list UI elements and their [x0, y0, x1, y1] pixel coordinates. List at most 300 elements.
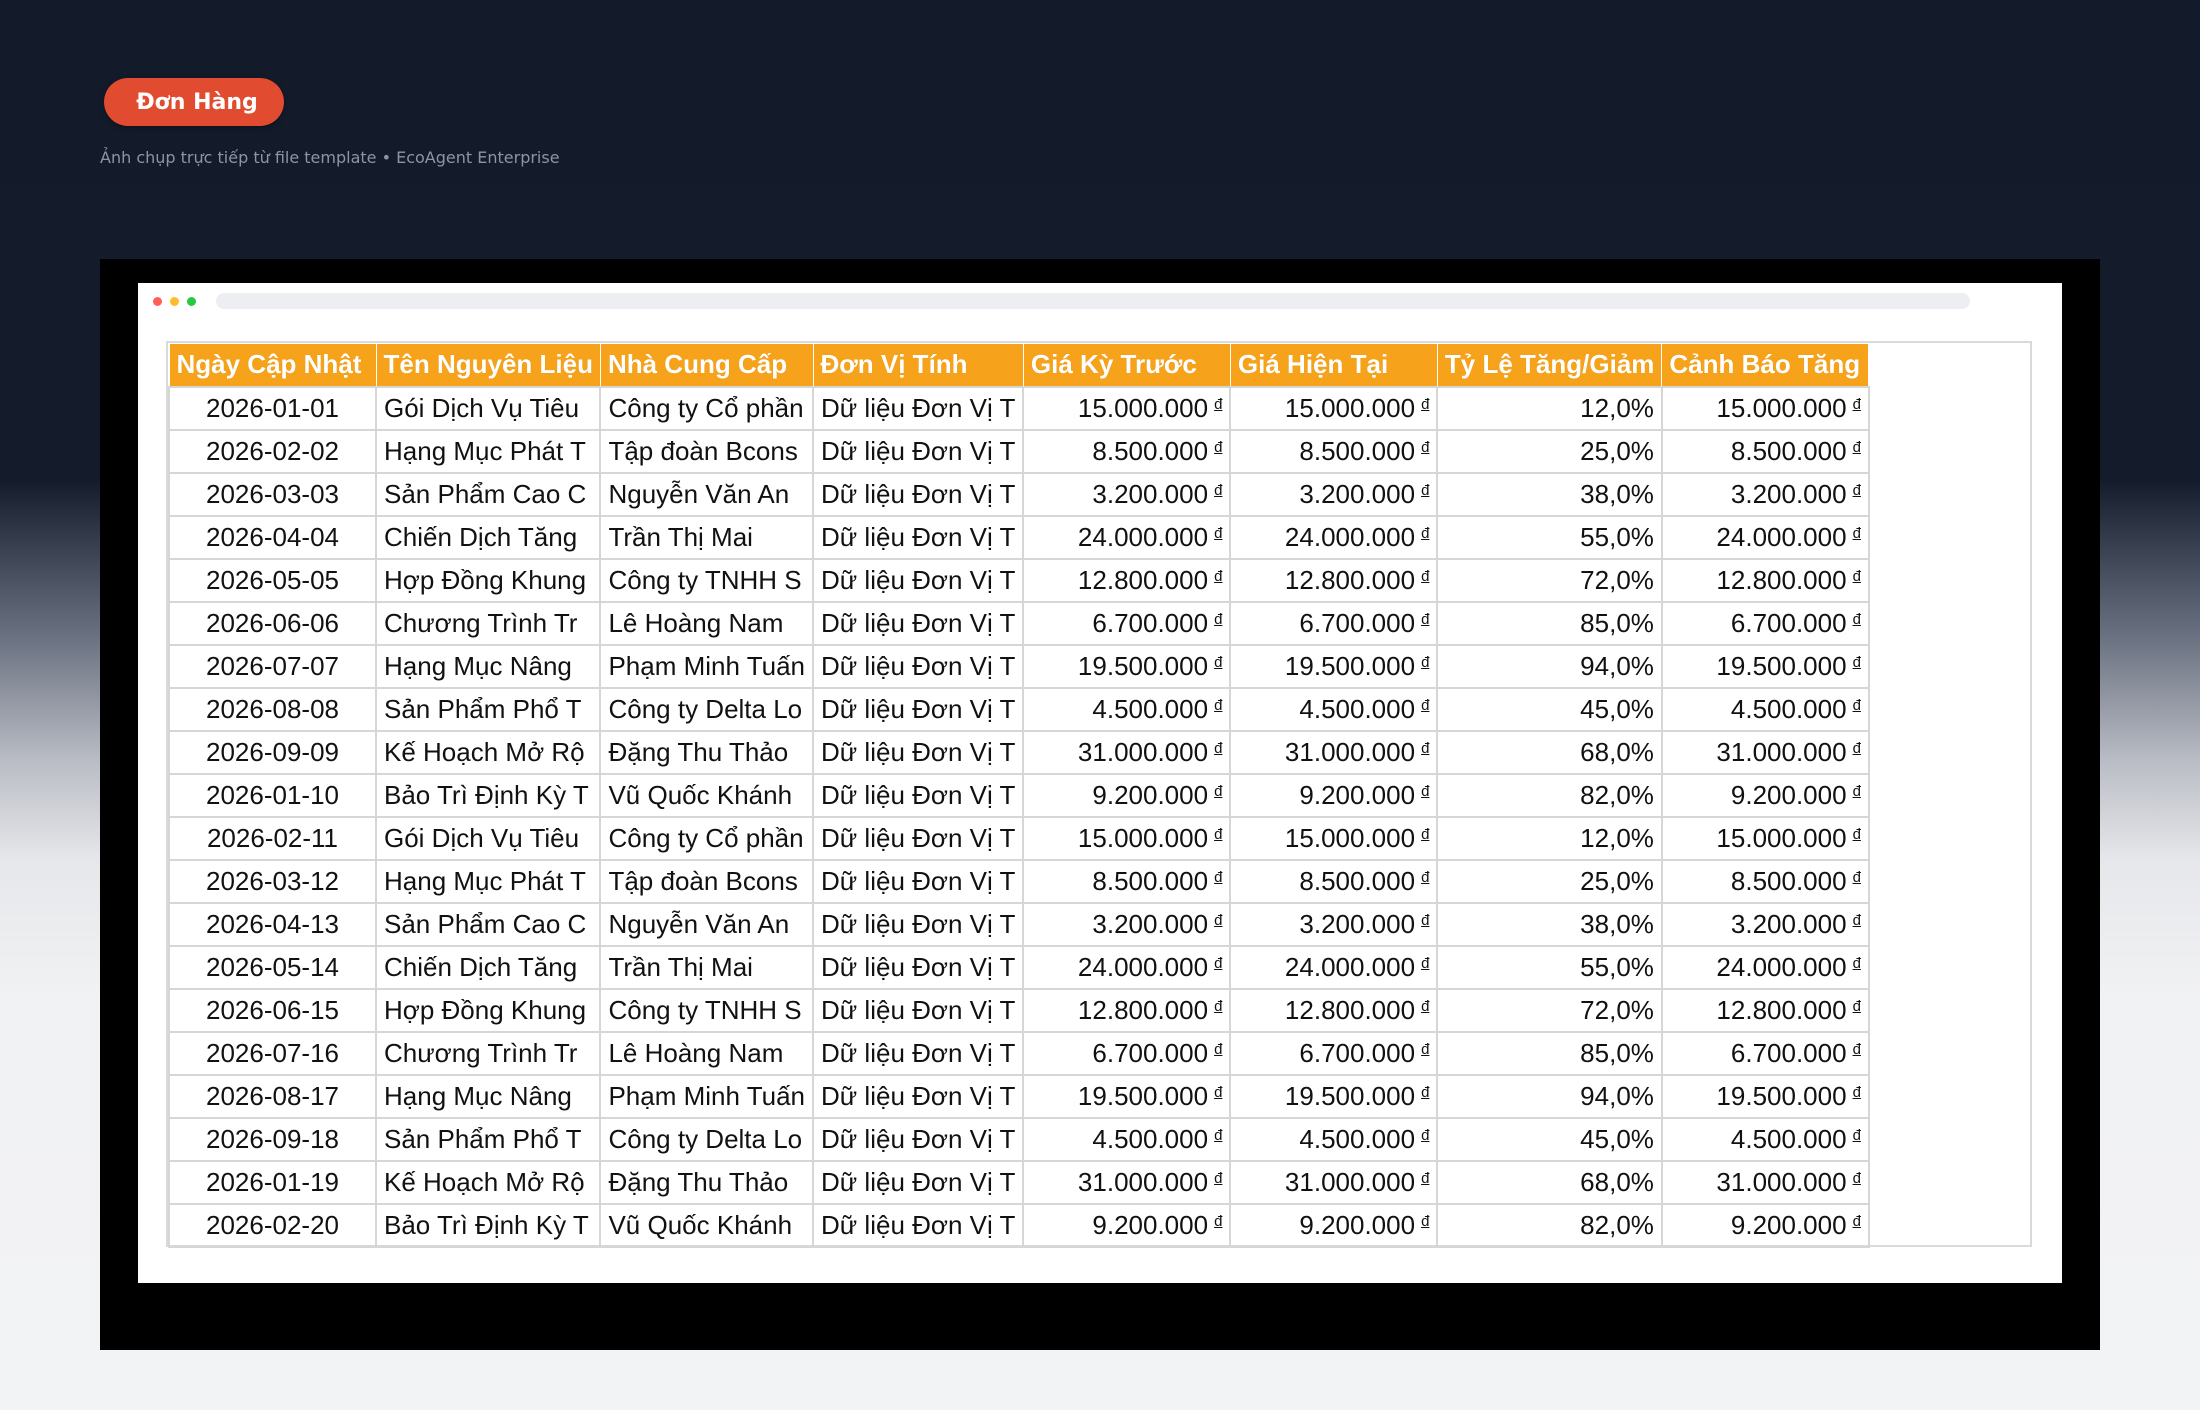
- table-cell[interactable]: [1023, 946, 1230, 989]
- table-cell[interactable]: [1230, 688, 1437, 731]
- cell-value: 55,0%: [1580, 951, 1654, 982]
- table-cell[interactable]: [1662, 1204, 1869, 1247]
- table-cell[interactable]: [813, 817, 1023, 860]
- table-cell[interactable]: [376, 946, 600, 989]
- table-cell[interactable]: [813, 473, 1023, 516]
- window-controls: [153, 297, 196, 306]
- table-row: [169, 1075, 1869, 1118]
- table-cell[interactable]: [1437, 1032, 1662, 1075]
- table-cell[interactable]: [1230, 989, 1437, 1032]
- currency-symbol: đ: [1214, 1126, 1223, 1144]
- table-cell[interactable]: [600, 860, 813, 903]
- table-cell[interactable]: [813, 1032, 1023, 1075]
- table-row: [169, 473, 1869, 516]
- cell-value: 3.200.000: [1092, 908, 1209, 939]
- table-cell[interactable]: [1662, 473, 1869, 516]
- table-row: [169, 946, 1869, 989]
- cell-value: 38,0%: [1580, 908, 1654, 939]
- table-cell[interactable]: [376, 1075, 600, 1118]
- table-cell[interactable]: [1230, 559, 1437, 602]
- table-cell[interactable]: [600, 516, 813, 559]
- table-cell[interactable]: [1662, 731, 1869, 774]
- order-badge-label: Đơn Hàng: [136, 89, 258, 115]
- table-row: [169, 731, 1869, 774]
- table-cell[interactable]: [376, 1118, 600, 1161]
- table-cell[interactable]: [1437, 516, 1662, 559]
- cell-value: 2026-03-03: [206, 478, 339, 509]
- table-cell[interactable]: [813, 731, 1023, 774]
- table-cell[interactable]: [1662, 387, 1869, 430]
- col-header-supplier[interactable]: Nhà Cung Cấp: [600, 344, 813, 387]
- table-cell[interactable]: [1662, 860, 1869, 903]
- table-cell[interactable]: [1437, 430, 1662, 473]
- cell-value: 2026-04-04: [206, 521, 339, 552]
- cell-value: 68,0%: [1580, 1166, 1654, 1197]
- currency-symbol: đ: [1214, 1169, 1223, 1187]
- table-cell[interactable]: [376, 860, 600, 903]
- close-dot[interactable]: [153, 297, 162, 306]
- table-cell[interactable]: [1023, 860, 1230, 903]
- minimize-dot[interactable]: [170, 297, 179, 306]
- cell-value: 31.000.000: [1716, 736, 1847, 767]
- cell-value: 9.200.000: [1730, 779, 1847, 810]
- table-body: [169, 387, 1869, 1247]
- table-cell[interactable]: [600, 1118, 813, 1161]
- table-cell[interactable]: [1023, 989, 1230, 1032]
- table-cell[interactable]: [1437, 559, 1662, 602]
- table-cell[interactable]: [1437, 1204, 1662, 1247]
- cell-value: 15.000.000: [1284, 822, 1416, 853]
- cell-value: 85,0%: [1580, 607, 1654, 638]
- currency-symbol: đ: [1852, 954, 1861, 972]
- table-cell[interactable]: [376, 903, 600, 946]
- table-cell[interactable]: [813, 559, 1023, 602]
- table-cell[interactable]: [1023, 1032, 1230, 1075]
- cell-value: Lê Hoàng Nam: [608, 1037, 784, 1068]
- table-cell[interactable]: [1662, 688, 1869, 731]
- cell-value: 72,0%: [1580, 564, 1654, 595]
- table-cell[interactable]: [1662, 903, 1869, 946]
- table-cell[interactable]: [600, 731, 813, 774]
- col-header-unit[interactable]: Đơn Vị Tính: [813, 344, 1023, 387]
- table-cell[interactable]: [813, 989, 1023, 1032]
- table-cell[interactable]: [1023, 774, 1230, 817]
- cell-value: 31.000.000: [1284, 736, 1416, 767]
- table-cell[interactable]: [169, 645, 376, 688]
- table-cell[interactable]: [600, 817, 813, 860]
- table-cell[interactable]: [813, 688, 1023, 731]
- table-cell[interactable]: [1230, 817, 1437, 860]
- table-cell[interactable]: [813, 430, 1023, 473]
- table-cell[interactable]: [813, 903, 1023, 946]
- table-cell[interactable]: [169, 731, 376, 774]
- cell-value: Công ty Cổ phần: [608, 392, 804, 423]
- cell-value: Đặng Thu Thảo: [608, 1166, 789, 1197]
- cell-value: 9.200.000: [1092, 779, 1209, 810]
- col-header-material[interactable]: Tên Nguyên Liệu: [376, 344, 600, 387]
- cell-value: Nguyễn Văn An: [608, 478, 790, 509]
- cell-value: 31.000.000: [1077, 1166, 1209, 1197]
- table-cell[interactable]: [376, 817, 600, 860]
- cell-value: 4.500.000: [1730, 693, 1847, 724]
- table-cell[interactable]: [600, 387, 813, 430]
- col-header-current-price[interactable]: Giá Hiện Tại: [1230, 344, 1437, 387]
- cell-value: 2026-02-20: [206, 1209, 339, 1240]
- currency-symbol: đ: [1214, 954, 1223, 972]
- table-cell[interactable]: [1437, 817, 1662, 860]
- currency-symbol: đ: [1214, 825, 1223, 843]
- table-cell[interactable]: [813, 860, 1023, 903]
- currency-symbol: đ: [1852, 1040, 1861, 1058]
- currency-symbol: đ: [1852, 610, 1861, 628]
- table-cell[interactable]: [1230, 430, 1437, 473]
- table-cell[interactable]: [600, 1075, 813, 1118]
- cell-value: 3.200.000: [1092, 478, 1209, 509]
- table-cell[interactable]: [169, 903, 376, 946]
- table-cell[interactable]: [813, 1075, 1023, 1118]
- table-cell[interactable]: [600, 946, 813, 989]
- table-cell[interactable]: [1662, 946, 1869, 989]
- currency-symbol: đ: [1852, 567, 1861, 585]
- currency-symbol: đ: [1852, 395, 1861, 413]
- table-cell[interactable]: [1023, 817, 1230, 860]
- cell-value: Gói Dịch Vụ Tiêu: [384, 822, 580, 853]
- cell-value: Dữ liệu Đơn Vị T: [821, 865, 1016, 896]
- table-cell[interactable]: [169, 1161, 376, 1204]
- table-cell[interactable]: [169, 473, 376, 516]
- currency-symbol: đ: [1421, 395, 1430, 413]
- table-cell[interactable]: [1023, 1118, 1230, 1161]
- table-cell[interactable]: [813, 1161, 1023, 1204]
- cell-value: Tập đoàn Bcons: [608, 865, 798, 896]
- table-cell[interactable]: [1023, 602, 1230, 645]
- table-cell[interactable]: [1230, 1161, 1437, 1204]
- table-cell[interactable]: [376, 1032, 600, 1075]
- cell-value: 31.000.000: [1077, 736, 1209, 767]
- cell-value: 8.500.000: [1299, 435, 1416, 466]
- table-cell[interactable]: [1230, 1075, 1437, 1118]
- price-table: [168, 343, 1870, 1248]
- table-cell[interactable]: [1437, 688, 1662, 731]
- table-cell[interactable]: [1230, 1204, 1437, 1247]
- table-cell[interactable]: [376, 387, 600, 430]
- table-cell[interactable]: [813, 645, 1023, 688]
- table-cell[interactable]: [600, 774, 813, 817]
- table-cell[interactable]: [169, 387, 376, 430]
- table-cell[interactable]: [376, 1204, 600, 1247]
- table-cell[interactable]: [169, 860, 376, 903]
- table-cell[interactable]: [376, 559, 600, 602]
- table-cell[interactable]: [813, 387, 1023, 430]
- table-cell[interactable]: [376, 602, 600, 645]
- currency-symbol: đ: [1214, 1212, 1223, 1230]
- cell-value: Lê Hoàng Nam: [608, 607, 784, 638]
- table-cell[interactable]: [600, 645, 813, 688]
- cell-value: 9.200.000: [1299, 1209, 1416, 1240]
- cell-value: 82,0%: [1580, 1209, 1654, 1240]
- col-header-increase-alert[interactable]: Cảnh Báo Tăng: [1662, 344, 1869, 387]
- table-cell[interactable]: [376, 989, 600, 1032]
- table-cell[interactable]: [1230, 860, 1437, 903]
- currency-symbol: đ: [1421, 997, 1430, 1015]
- table-cell[interactable]: [600, 559, 813, 602]
- table-cell[interactable]: [169, 989, 376, 1032]
- currency-symbol: đ: [1214, 395, 1223, 413]
- table-cell[interactable]: [1437, 1075, 1662, 1118]
- cell-value: Chiến Dịch Tăng: [384, 951, 578, 982]
- cell-value: Kế Hoạch Mở Rộ: [384, 1166, 585, 1197]
- table-cell[interactable]: [1230, 516, 1437, 559]
- table-row: [169, 817, 1869, 860]
- table-cell[interactable]: [1662, 774, 1869, 817]
- cell-value: 8.500.000: [1299, 865, 1416, 896]
- cell-value: Nguyễn Văn An: [608, 908, 790, 939]
- cell-value: 4.500.000: [1299, 1123, 1416, 1154]
- table-cell[interactable]: [1437, 473, 1662, 516]
- cell-value: 6.700.000: [1092, 1037, 1209, 1068]
- table-cell[interactable]: [600, 903, 813, 946]
- cell-value: Hợp Đồng Khung: [384, 994, 587, 1025]
- cell-value: 12.800.000: [1284, 994, 1416, 1025]
- table-cell[interactable]: [1230, 1118, 1437, 1161]
- table-cell[interactable]: [600, 1032, 813, 1075]
- table-cell[interactable]: [1662, 602, 1869, 645]
- currency-symbol: đ: [1421, 610, 1430, 628]
- table-cell[interactable]: [376, 645, 600, 688]
- col-header-change-rate[interactable]: Tỷ Lệ Tăng/Giảm: [1437, 344, 1662, 387]
- table-cell[interactable]: [1662, 817, 1869, 860]
- table-cell[interactable]: [376, 430, 600, 473]
- table-cell[interactable]: [169, 559, 376, 602]
- table-cell[interactable]: [1437, 731, 1662, 774]
- cell-value: 8.500.000: [1730, 865, 1847, 896]
- cell-value: 2026-07-07: [206, 650, 339, 681]
- currency-symbol: đ: [1421, 438, 1430, 456]
- cell-value: 2026-09-18: [206, 1123, 339, 1154]
- cell-value: 3.200.000: [1299, 478, 1416, 509]
- order-badge[interactable]: [104, 78, 284, 126]
- cell-value: 15.000.000: [1716, 392, 1847, 423]
- table-cell[interactable]: [1437, 387, 1662, 430]
- cell-value: 85,0%: [1580, 1037, 1654, 1068]
- cell-value: 12.800.000: [1077, 564, 1209, 595]
- table-cell[interactable]: [1230, 387, 1437, 430]
- table-row: [169, 688, 1869, 731]
- table-cell[interactable]: [813, 516, 1023, 559]
- currency-symbol: đ: [1421, 1083, 1430, 1101]
- table-cell[interactable]: [1230, 1032, 1437, 1075]
- table-cell[interactable]: [1230, 774, 1437, 817]
- table-cell[interactable]: [1437, 602, 1662, 645]
- cell-value: 9.200.000: [1092, 1209, 1209, 1240]
- cell-value: 2026-02-11: [206, 822, 339, 853]
- table-cell[interactable]: [600, 989, 813, 1032]
- table-cell[interactable]: [1230, 602, 1437, 645]
- currency-symbol: đ: [1852, 653, 1861, 671]
- cell-value: Công ty Delta Lo: [608, 693, 803, 724]
- table-cell[interactable]: [1023, 645, 1230, 688]
- table-cell[interactable]: [813, 946, 1023, 989]
- table-cell[interactable]: [169, 1032, 376, 1075]
- col-header-date[interactable]: Ngày Cập Nhật: [169, 344, 376, 387]
- cell-value: 19.500.000: [1077, 1080, 1209, 1111]
- cell-value: 15.000.000: [1077, 822, 1209, 853]
- table-cell[interactable]: [1662, 1118, 1869, 1161]
- table-cell[interactable]: [376, 774, 600, 817]
- table-cell[interactable]: [1662, 1161, 1869, 1204]
- table-cell[interactable]: [600, 1204, 813, 1247]
- currency-symbol: đ: [1852, 825, 1861, 843]
- cell-value: Dữ liệu Đơn Vị T: [821, 822, 1016, 853]
- cell-value: Dữ liệu Đơn Vị T: [821, 435, 1016, 466]
- table-cell[interactable]: [813, 1204, 1023, 1247]
- table-cell[interactable]: [376, 473, 600, 516]
- cell-value: 68,0%: [1580, 736, 1654, 767]
- currency-symbol: đ: [1214, 1083, 1223, 1101]
- currency-symbol: đ: [1852, 782, 1861, 800]
- table-row: [169, 860, 1869, 903]
- table-cell[interactable]: [1662, 1075, 1869, 1118]
- currency-symbol: đ: [1214, 868, 1223, 886]
- table-row: [169, 989, 1869, 1032]
- currency-symbol: đ: [1214, 997, 1223, 1015]
- table-cell[interactable]: [1437, 989, 1662, 1032]
- table-row: [169, 602, 1869, 645]
- table-row: [169, 645, 1869, 688]
- table-cell[interactable]: [1230, 903, 1437, 946]
- table-cell[interactable]: [1023, 387, 1230, 430]
- table-cell[interactable]: [1437, 774, 1662, 817]
- table-cell[interactable]: [1023, 473, 1230, 516]
- table-cell[interactable]: [1662, 1032, 1869, 1075]
- table-cell[interactable]: [376, 1161, 600, 1204]
- cell-value: 24.000.000: [1077, 951, 1209, 982]
- currency-symbol: đ: [1421, 653, 1430, 671]
- cell-value: Sản Phẩm Cao C: [384, 478, 587, 509]
- currency-symbol: đ: [1852, 1212, 1861, 1230]
- table-cell[interactable]: [1023, 688, 1230, 731]
- table-cell[interactable]: [169, 1118, 376, 1161]
- cell-value: Phạm Minh Tuấn: [608, 650, 806, 681]
- table-cell[interactable]: [1437, 1118, 1662, 1161]
- cell-value: Dữ liệu Đơn Vị T: [821, 521, 1016, 552]
- table-cell[interactable]: [1023, 559, 1230, 602]
- table-cell[interactable]: [1437, 860, 1662, 903]
- table-row: [169, 430, 1869, 473]
- table-cell[interactable]: [169, 1204, 376, 1247]
- cell-value: 31.000.000: [1284, 1166, 1416, 1197]
- currency-symbol: đ: [1852, 696, 1861, 714]
- table-cell[interactable]: [600, 602, 813, 645]
- address-bar[interactable]: [216, 293, 1970, 309]
- table-cell[interactable]: [1023, 1075, 1230, 1118]
- cell-value: 24.000.000: [1716, 951, 1847, 982]
- table-cell[interactable]: [1230, 946, 1437, 989]
- table-cell[interactable]: [600, 473, 813, 516]
- table-cell[interactable]: [1023, 903, 1230, 946]
- table-cell[interactable]: [1662, 559, 1869, 602]
- table-cell[interactable]: [600, 688, 813, 731]
- table-cell[interactable]: [1230, 731, 1437, 774]
- table-cell[interactable]: [1437, 946, 1662, 989]
- cell-value: Phạm Minh Tuấn: [608, 1080, 806, 1111]
- cell-value: Tập đoàn Bcons: [608, 435, 798, 466]
- cell-value: 94,0%: [1580, 1080, 1654, 1111]
- table-cell[interactable]: [376, 688, 600, 731]
- currency-symbol: đ: [1852, 481, 1861, 499]
- cell-value: Vũ Quốc Khánh: [608, 779, 793, 810]
- cell-value: 15.000.000: [1077, 392, 1209, 423]
- table-cell[interactable]: [376, 516, 600, 559]
- cell-value: 8.500.000: [1092, 435, 1209, 466]
- cell-value: 2026-02-02: [206, 435, 339, 466]
- table-cell[interactable]: [1023, 1161, 1230, 1204]
- table-row: [169, 516, 1869, 559]
- table-cell[interactable]: [169, 516, 376, 559]
- table-cell[interactable]: [169, 774, 376, 817]
- table-cell[interactable]: [169, 1075, 376, 1118]
- cell-value: 2026-03-12: [206, 865, 339, 896]
- table-cell[interactable]: [1662, 989, 1869, 1032]
- table-cell[interactable]: [1437, 903, 1662, 946]
- cell-value: 19.500.000: [1284, 650, 1416, 681]
- table-cell[interactable]: [169, 946, 376, 989]
- currency-symbol: đ: [1421, 782, 1430, 800]
- table-cell[interactable]: [1230, 473, 1437, 516]
- cell-value: 2026-08-08: [206, 693, 339, 724]
- table-cell[interactable]: [1662, 430, 1869, 473]
- cell-value: Công ty TNHH S: [608, 994, 802, 1025]
- table-cell[interactable]: [600, 1161, 813, 1204]
- currency-symbol: đ: [1852, 1169, 1861, 1187]
- currency-symbol: đ: [1852, 911, 1861, 929]
- table-cell[interactable]: [813, 774, 1023, 817]
- table-cell[interactable]: [169, 688, 376, 731]
- table-cell[interactable]: [1662, 645, 1869, 688]
- table-cell[interactable]: [1023, 731, 1230, 774]
- col-header-prev-price[interactable]: Giá Kỳ Trước: [1023, 344, 1230, 387]
- screenshot-frame: [100, 259, 2100, 1350]
- table-cell[interactable]: [813, 602, 1023, 645]
- table-cell[interactable]: [169, 602, 376, 645]
- table-cell[interactable]: [600, 430, 813, 473]
- cell-value: Công ty Cổ phần: [608, 822, 804, 853]
- table-row: [169, 1161, 1869, 1204]
- table-cell[interactable]: [376, 731, 600, 774]
- maximize-dot[interactable]: [187, 297, 196, 306]
- table-cell[interactable]: [1023, 1204, 1230, 1247]
- table-cell[interactable]: [813, 1118, 1023, 1161]
- table-cell[interactable]: [169, 817, 376, 860]
- cell-value: Công ty TNHH S: [608, 564, 802, 595]
- table-cell[interactable]: [1230, 645, 1437, 688]
- cell-value: 25,0%: [1580, 435, 1654, 466]
- table-cell[interactable]: [1023, 516, 1230, 559]
- table-cell[interactable]: [1437, 645, 1662, 688]
- cell-value: 12.800.000: [1077, 994, 1209, 1025]
- cell-value: 45,0%: [1580, 693, 1654, 724]
- table-cell[interactable]: [169, 430, 376, 473]
- cell-value: Trần Thị Mai: [608, 951, 753, 982]
- currency-symbol: đ: [1852, 739, 1861, 757]
- cell-value: Dữ liệu Đơn Vị T: [821, 951, 1016, 982]
- cell-value: 9.200.000: [1299, 779, 1416, 810]
- table-cell[interactable]: [1662, 516, 1869, 559]
- table-cell[interactable]: [1023, 430, 1230, 473]
- currency-symbol: đ: [1214, 696, 1223, 714]
- table-row: [169, 387, 1869, 430]
- table-cell[interactable]: [1437, 1161, 1662, 1204]
